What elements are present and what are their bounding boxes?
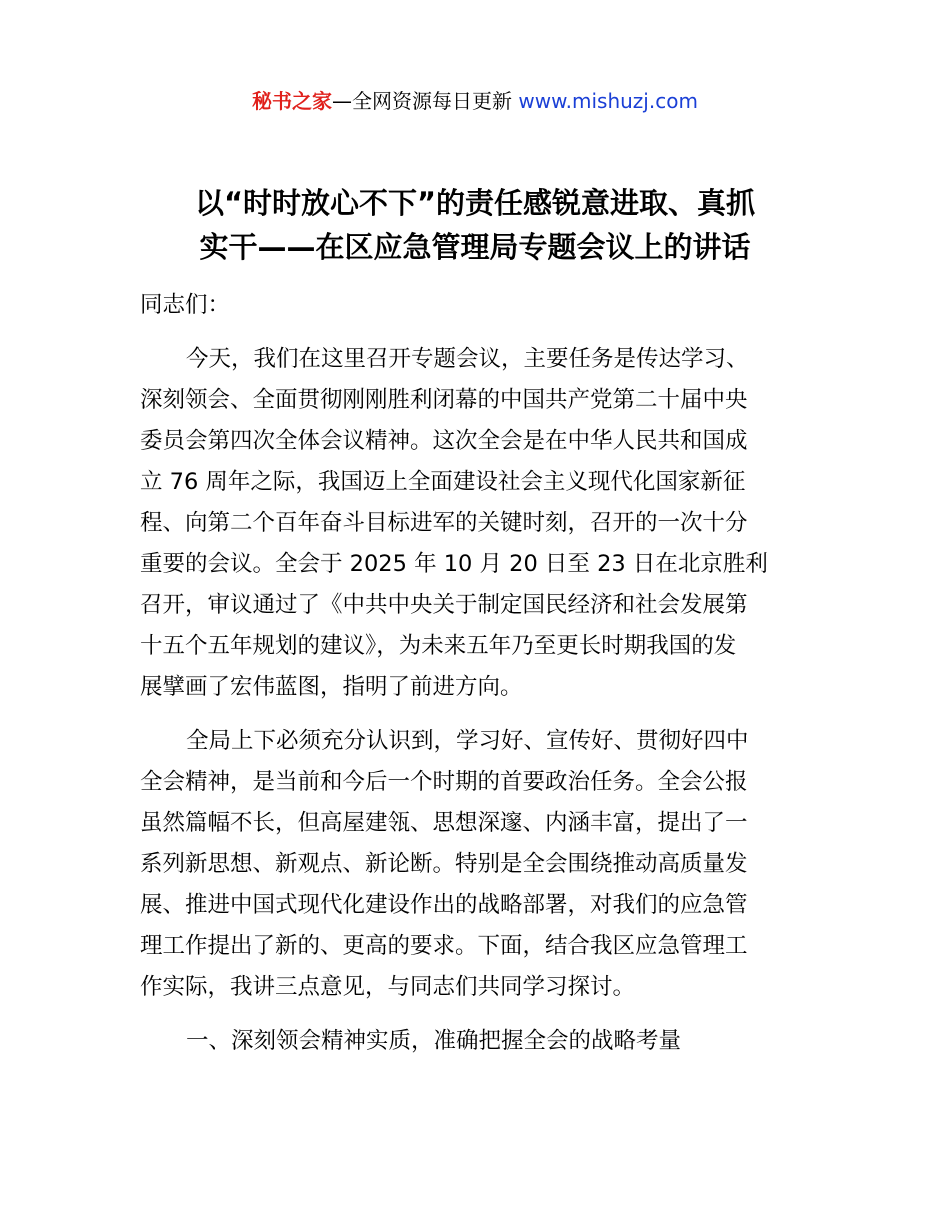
- text-line: 理工作提出了新的、更高的要求。下面，结合我区应急管理工: [140, 933, 748, 959]
- title-line: 以“时时放心不下”的责任感锐意进取、真抓: [194, 186, 756, 220]
- heading-line: 一、深刻领会精神实质，准确把握全会的战略考量: [186, 1028, 682, 1054]
- text-line: 全会精神，是当前和今后一个时期的首要政治任务。全会公报: [140, 769, 748, 795]
- site-tagline: —全网资源每日更新: [332, 89, 519, 113]
- text-line: 作实际，我讲三点意见，与同志们共同学习探讨。: [140, 974, 636, 1000]
- text-line: 召开，审议通过了《中共中央关于制定国民经济和社会发展第: [140, 592, 748, 618]
- paragraph-2: [140, 721, 820, 1008]
- site-header: [0, 86, 950, 116]
- text-line: 立 76 周年之际，我国迈上全面建设社会主义现代化国家新征: [140, 469, 746, 495]
- text-line: 程、向第二个百年奋斗目标进军的关键时刻，召开的一次十分: [140, 510, 748, 536]
- text-line: 展擘画了宏伟蓝图，指明了前进方向。: [140, 674, 523, 700]
- text-line: 虽然篇幅不长，但高屋建瓴、思想深邃、内涵丰富，提出了一: [140, 810, 748, 836]
- section-1-heading: [140, 1021, 820, 1062]
- salutation: 同志们：: [140, 292, 231, 318]
- text-line: 全局上下必须充分认识到，学习好、宣传好、贯彻好四中: [186, 728, 749, 754]
- paragraph-1: [140, 339, 820, 708]
- text-line: 深刻领会、全面贯彻刚刚胜利闭幕的中国共产党第二十届中央: [140, 387, 748, 413]
- text-line: 今天，我们在这里召开专题会议，主要任务是传达学习、: [186, 346, 749, 372]
- document-title: [140, 181, 810, 269]
- document-body: [140, 285, 820, 1075]
- text-line: 系列新思想、新观点、新论断。特别是全会围绕推动高质量发: [140, 851, 748, 877]
- text-line: 十五个五年规划的建议》，为未来五年乃至更长时期我国的发: [140, 633, 737, 659]
- text-line: 重要的会议。全会于 2025 年 10 月 20 日至 23 日在北京胜利: [140, 551, 768, 577]
- site-brand: 秘书之家: [252, 89, 333, 113]
- text-line: 展、推进中国式现代化建设作出的战略部署，对我们的应急管: [140, 892, 748, 918]
- site-url-link[interactable]: www.mishuzj.com: [518, 89, 698, 113]
- text-line: 委员会第四次全体会议精神。这次全会是在中华人民共和国成: [140, 428, 748, 454]
- title-line: 实干——在区应急管理局专题会议上的讲话: [199, 230, 751, 264]
